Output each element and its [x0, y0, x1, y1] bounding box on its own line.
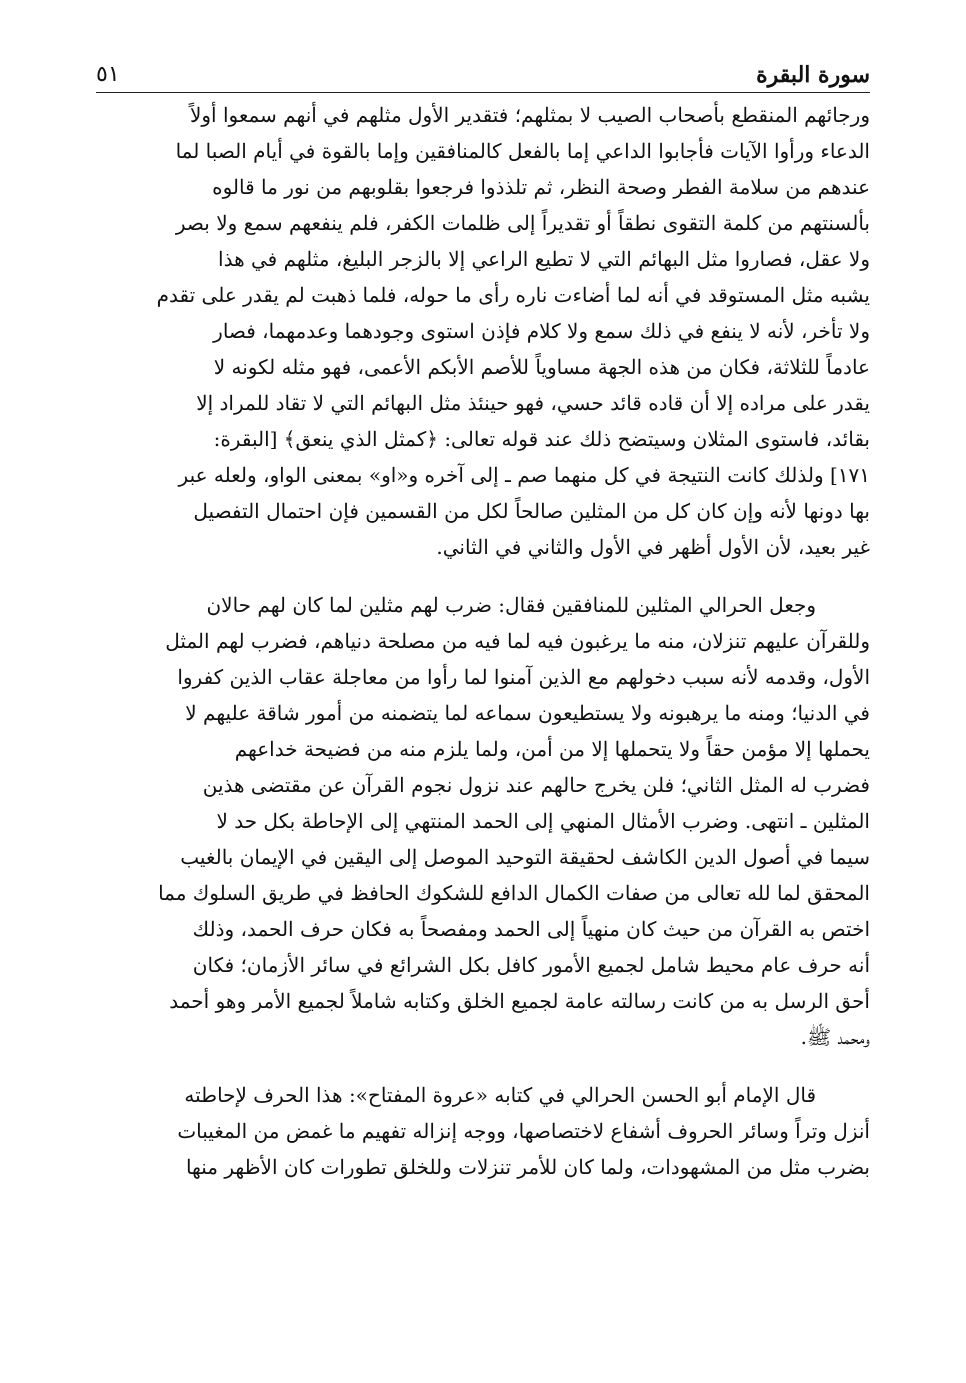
text-line: أنزل وتراً وسائر الحروف أشفاع لاختصاصها، ووجه إنزاله تفهيم ما غمض من المغيبات — [177, 1119, 870, 1143]
text-line: يحملها إلا مؤمن حقاً ولا يتحملها إلا من أمن، ولما يلزم منه من فضيحة خداعهم — [234, 737, 870, 761]
text-line: ورجائهم المنقطع بأصحاب الصيب لا بمثلهم؛ فتقدير الأول مثلهم في أنهم سمعوا أولاً — [189, 103, 870, 127]
running-header — [96, 56, 870, 90]
text-line: بها دونها لأنه وإن كان كل من المثلين صالحاً لكل من القسمين فإن احتمال التفصيل — [193, 499, 870, 523]
paragraph — [96, 1077, 870, 1185]
page-number: ٥١ — [96, 62, 120, 87]
text-line: قال الإمام أبو الحسن الحرالي في كتابه «عروة المفتاح»: هذا الحرف لإحاطته — [184, 1083, 816, 1107]
page-body — [96, 97, 870, 1185]
text-line: وللقرآن عليهم تنزلان، منه ما يرغبون فيه لما فيه من مصلحة دنياهم، فضرب لهم المثل — [165, 629, 870, 653]
surah-title: سورة البقرة — [756, 62, 870, 88]
text-line: يقدر على مراده إلا أن قاده قائد حسي، فهو حينئذ مثل البهائم التي لا تقاد للمراد إلا — [196, 391, 870, 415]
text-line: ١٧١] ولذلك كانت النتيجة في كل منهما صم ـ إلى آخره و«او» بمعنى الواو، ولعله عبر — [178, 463, 870, 487]
text-line: المحقق لما لله تعالى من صفات الكمال الدافع للشكوك الحافظ في طريق السلوك مما — [158, 881, 870, 905]
text-line: غير بعيد، لأن الأول أظهر في الأول والثاني في الثاني. — [436, 535, 870, 559]
text-line: عندهم من سلامة الفطر وصحة النظر، ثم تلذذوا فرجعوا بقلوبهم من نور ما قالوه — [212, 175, 870, 199]
text-line: اختص به القرآن من حيث كان منهياً إلى الحمد ومفصحاً به فكان حرف الحمد، وذلك — [192, 917, 870, 941]
text-line: سيما في أصول الدين الكاشف لحقيقة التوحيد الموصل إلى اليقين في الإيمان بالغيب — [180, 845, 870, 869]
text-line: وجعل الحرالي المثلين للمنافقين فقال: ضرب لهم مثلين لما كان لهم حالان — [206, 593, 816, 617]
paragraph — [96, 587, 870, 1055]
text-line: أنه حرف عام محيط شامل لجميع الأمور كافل بكل الشرائع في سائر الأزمان؛ فكان — [192, 953, 870, 977]
text-line: عادماً للثلاثة، فكان من هذه الجهة مساوياً للأصم الأبكم الأعمى، فهو مثله لكونه لا — [213, 355, 870, 379]
text-line: بضرب مثل من المشهودات، ولما كان للأمر تنزلات وللخلق تطورات كان الأظهر منها — [185, 1155, 870, 1179]
text-line: في الدنيا؛ ومنه ما يرهبونه ولا يستطيعون سماعه لما يتضمنه من أمور شاقة عليهم لا — [185, 701, 870, 725]
text-line: أحق الرسل به من كانت رسالته عامة لجميع الخلق وكتابه شاملاً لجميع الأمر وهو أحمد — [169, 989, 870, 1013]
paragraph — [96, 97, 870, 565]
text-line: ولا تأخر، لأنه لا ينفع في ذلك سمع ولا كلام فإذن استوى وجودهما وعدمهما، فصار — [213, 319, 870, 343]
paragraph-gap — [96, 1055, 870, 1077]
text-line: المثلين ـ انتهى. وضرب الأمثال المنهي إلى الحمد المنتهي إلى الإحاطة بكل حد لا — [216, 809, 870, 833]
text-line: الأول، وقدمه لأنه سبب دخولهم مع الذين آمنوا لما رأوا من معاجلة عقاب الذين كفروا — [177, 665, 870, 689]
text-line: ومحمد ﷺ. — [800, 1025, 870, 1049]
text-line: الدعاء ورأوا الآيات فأجابوا الداعي إما بالفعل كالمنافقين وإما بالقوة في أيام الصبا لما — [175, 139, 870, 163]
text-line: بقائد، فاستوى المثلان وسيتضح ذلك عند قوله تعالى: ﴿كمثل الذي ينعق﴾ [البقرة: — [213, 427, 870, 451]
header-rule — [96, 92, 870, 93]
text-line: فضرب له المثل الثاني؛ فلن يخرج حالهم عند نزول نجوم القرآن عن مقتضى هذين — [202, 773, 870, 797]
paragraph-gap — [96, 565, 870, 587]
text-line: بألسنتهم من كلمة التقوى نطقاً أو تقديراً إلى ظلمات الكفر، فلم ينفعهم سمع ولا بصر — [175, 211, 870, 235]
text-line: يشبه مثل المستوقد في أنه لما أضاءت ناره رأى ما حوله، فلما ذهبت لم يقدر على تقدم — [156, 283, 870, 307]
text-line: ولا عقل، فصاروا مثل البهائم التي لا تطيع الراعي إلا بالزجر البليغ، مثلهم في هذا — [218, 247, 870, 271]
